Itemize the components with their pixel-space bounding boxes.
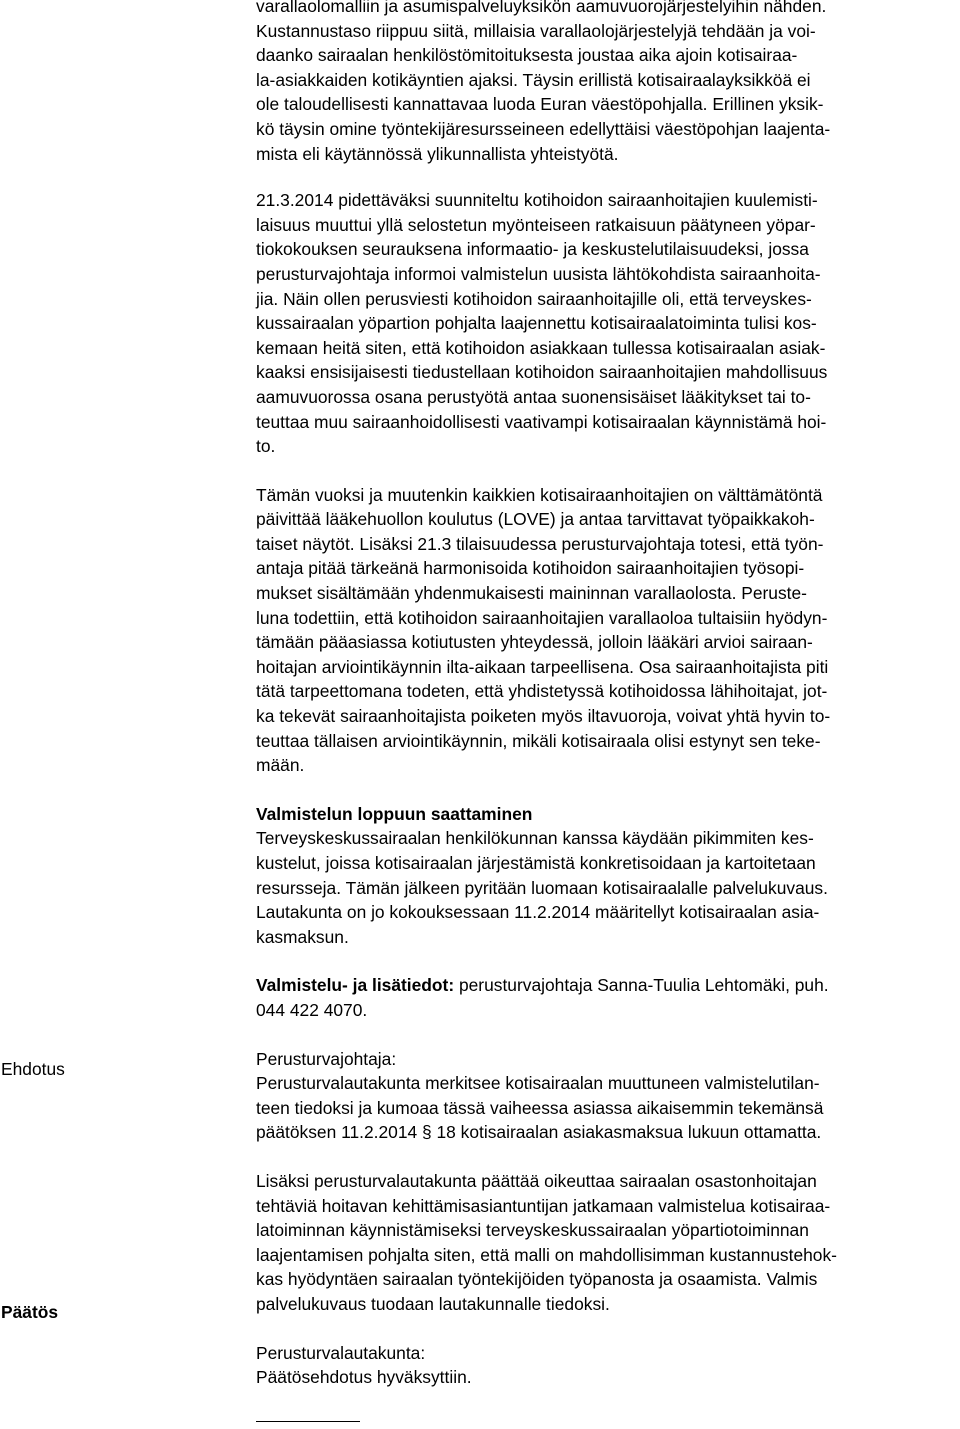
text-line: to. <box>256 436 276 457</box>
text-line: laajentamisen pohjalta siten, että malli on mahdollisimman kustannustehok- <box>256 1244 837 1265</box>
text-line: teuttaa tällaisen arviointikäynnin, mikäli kotisairaala olisi estynyt sen teke- <box>256 730 821 751</box>
text-line: jia. Näin ollen perusviesti kotihoidon sairaanhoitajille oli, että terveyskes- <box>256 288 812 309</box>
text-line: ole taloudellisesti kannattavaa luoda Euran väestöpohjalla. Erillinen yksik- <box>256 94 824 115</box>
lisatiedot-section <box>256 973 956 1022</box>
text-line: aamuvuorossa osana perustyötä antaa suonensisäiset lääkitykset tai to- <box>256 386 811 407</box>
text-line: päivittää lääkehuollon koulutus (LOVE) ja antaa tarvittavat työpaikkakoh- <box>256 509 815 530</box>
text-line: antaja pitää tärkeänä harmonisoida kotihoidon sairaanhoitajien työsopi- <box>256 558 805 579</box>
text-line: daanko sairaalan henkilöstömitoituksesta joustaa aika ajoin kotisairaa- <box>256 45 798 66</box>
paatos-section <box>256 1341 956 1390</box>
speaker-label: Perusturvajohtaja: <box>256 1048 397 1069</box>
text-line: latoiminnan käynnistämiseksi terveyskeskussairaalan yöpartiotoiminnan <box>256 1220 809 1241</box>
text-line: Tämän vuoksi ja muutenkin kaikkien kotisairaanhoitajien on välttämätöntä <box>256 484 823 505</box>
text-line: teen tiedoksi ja kumoaa tässä vaiheessa asiassa aikaisemmin tekemänsä <box>256 1097 824 1118</box>
text-line: Lisäksi perusturvalautakunta päättää oikeuttaa sairaalan osastonhoitajan <box>256 1170 817 1191</box>
text-line: luna todettiin, että kotihoidon sairaanhoitajien varallaoloa tultaisiin hyödyn- <box>256 607 828 628</box>
text-line: varallaolomalliin ja asumispalveluyksikön aamuvuorojärjestelyihin nähden. <box>256 0 827 16</box>
text-line: tehtäviä hoitavan kehittämisasiantuntijan jatkamaan valmistelua kotisairaa- <box>256 1195 831 1216</box>
text-line: Kustannustaso riippuu siitä, millaisia varallaolojärjestelyjä tehdään ja voi- <box>256 20 816 41</box>
text-line: Terveyskeskussairaalan henkilökunnan kanssa käydään pikimmiten kes- <box>256 828 814 849</box>
text-line: 21.3.2014 pidettäväksi suunniteltu kotihoidon sairaanhoitajien kuulemisti- <box>256 190 818 211</box>
section-heading: Valmistelun loppuun saattaminen <box>256 803 533 824</box>
speaker-label: Perusturvalautakunta: <box>256 1342 426 1363</box>
decision-text: Päätösehdotus hyväksyttiin. <box>256 1367 472 1388</box>
text-line: kustelut, joissa kotisairaalan järjestämistä konkretisoidaan ja kartoitetaan <box>256 853 816 873</box>
text-line <box>256 973 956 998</box>
document-body <box>256 0 956 1390</box>
text-line: kasmaksun. <box>256 926 349 947</box>
intro-paragraph <box>256 0 956 166</box>
text-line: kemaan heitä siten, että kotihoidon asiakkaan tullessa kotisairaalan asiak- <box>256 337 826 358</box>
text-line: tätä tarpeettomana todeten, että yhdistetyssä kotihoidossa lähihoitajat, jot- <box>256 681 828 702</box>
text-line: palvelukuvaus tuodaan lautakunnalle tiedoksi. <box>256 1293 610 1314</box>
signature-line <box>256 1421 360 1422</box>
lisatiedot-contact: perusturvajohtaja Sanna-Tuulia Lehtomäki, puh. <box>454 975 829 996</box>
koulutus-paragraph <box>256 483 956 778</box>
text-line: tiokokouksen seurauksena informaatio- ja keskustelutilaisuudeksi, jossa <box>256 239 809 260</box>
text-line: la-asiakkaiden kotikäyntien ajaksi. Täysin erillistä kotisairaalayksikköä ei <box>256 69 811 90</box>
text-line: Perusturvalautakunta merkitsee kotisairaalan muuttuneen valmistelutilan- <box>256 1073 820 1094</box>
text-line: Lautakunta on jo kokouksessaan 11.2.2014 määritellyt kotisairaalan asia- <box>256 902 820 923</box>
text-line: ka tekevät sairaanhoitajista poiketen myös iltavuoroja, voivat yhtä hyvin to- <box>256 706 831 727</box>
text-line: mukset sisältämään yhdenmukaisesti maininnan varallaolosta. Peruste- <box>256 583 807 604</box>
text-line: perusturvajohtaja informoi valmistelun uusista lähtökohdista sairaanhoita- <box>256 263 821 284</box>
text-line: laisuus muuttui yllä selostetun myönteiseen ratkaisuun päätyneen yöpar- <box>256 214 816 235</box>
text-line: tämään pääasiassa kotiutusten yhteydessä, jolloin lääkäri arvioi sairaan- <box>256 632 813 653</box>
text-line: kaaksi ensisijaisesti tiedustellaan kotihoidon sairaanhoitajien mahdollisuus <box>256 362 828 383</box>
ehdotus-section <box>256 1047 956 1317</box>
text-line: päätöksen 11.2.2014 § 18 kotisairaalan asiakasmaksua lukuun ottamatta. <box>256 1122 822 1143</box>
ehdotus-label: Ehdotus <box>1 1059 65 1079</box>
valmistelun-loppuun-section <box>256 802 956 950</box>
text-line: hoitajan arviointikäynnin ilta-aikaan tarpeellisena. Osa sairaanhoitajista piti <box>256 656 829 677</box>
paatos-label: Päätös <box>1 1302 59 1322</box>
text-line: taiset näytöt. Lisäksi 21.3 tilaisuudessa perusturvajohtaja totesi, että työn- <box>256 533 824 554</box>
text-line: kas hyödyntäen sairaalan työntekijöiden työpanosta ja osaamista. Valmis <box>256 1269 818 1290</box>
phone-number: 044 422 4070. <box>256 999 368 1020</box>
text-line: teuttaa muu sairaanhoidollisesti vaativampi kotisairaalan käynnistämä hoi- <box>256 411 827 432</box>
text-line: mista eli käytännössä ylikunnallista yhteistyötä. <box>256 143 619 164</box>
text-line: kussairaalan yöpartion pohjalta laajennettu kotisairaalatoiminta tulisi kos- <box>256 313 817 334</box>
text-line: mään. <box>256 755 305 776</box>
text-line: resursseja. Tämän jälkeen pyritään luomaan kotisairaalalle palvelukuvaus. <box>256 877 828 898</box>
text-line: kö täysin omine työntekijäresursseineen edellyttäisi väestöpohjan laajenta- <box>256 118 831 139</box>
tilaisuus-paragraph <box>256 188 956 459</box>
lisatiedot-label: Valmistelu- ja lisätiedot: <box>256 975 455 996</box>
